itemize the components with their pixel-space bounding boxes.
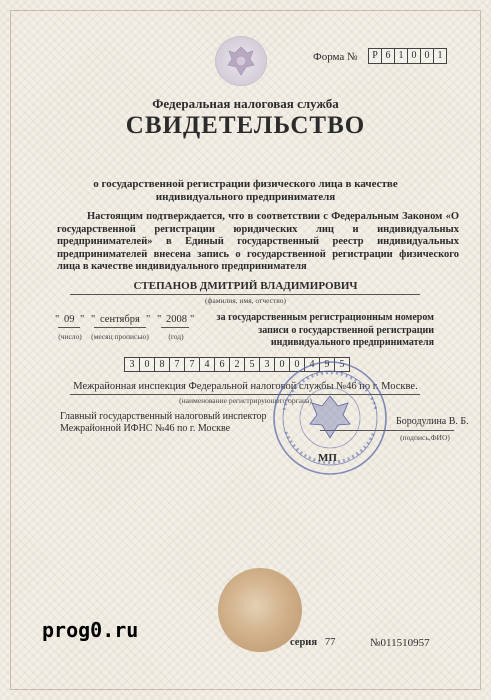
form-code-cell: 6: [381, 48, 394, 64]
quote-mark: ": [55, 314, 60, 325]
official-title: [60, 411, 267, 435]
ogrnip-digit: 5: [244, 357, 259, 372]
reg-text-line: за государственным регистрационным номером: [216, 312, 434, 323]
registration-day: 09: [64, 314, 75, 325]
ogrnip-digit: 0: [274, 357, 289, 372]
day-caption: (число): [58, 332, 82, 341]
name-caption: (фамилия, имя, отчество): [205, 296, 286, 305]
ogrnip-digit: 7: [169, 357, 184, 372]
registration-month: сентября: [100, 314, 140, 325]
registration-year: 2008: [166, 314, 187, 325]
form-code-cell: 1: [433, 48, 447, 64]
ogrnip-digit: 3: [124, 357, 139, 372]
ogrnip-digit: 2: [229, 357, 244, 372]
quote-mark: ": [80, 314, 85, 325]
seal-mark: МП: [318, 452, 337, 464]
month-caption: (месяц прописью): [91, 332, 149, 341]
subtitle-line: о государственной регистрации физического лица в качестве: [93, 178, 398, 190]
quote-mark: ": [91, 314, 96, 325]
ogrnip-digit: 7: [184, 357, 199, 372]
form-code-boxes: [368, 48, 447, 64]
reg-text-line: записи о государственной регистрации: [258, 324, 434, 336]
form-code-cell: Р: [368, 48, 381, 64]
ogrnip-digit: 5: [334, 357, 350, 372]
subtitle-line: индивидуального предпринимателя: [155, 191, 336, 203]
series-value: 77: [324, 637, 336, 648]
ogrnip-digit: 8: [154, 357, 169, 372]
quote-mark: ": [146, 314, 151, 325]
year-caption: (год): [168, 332, 184, 341]
quote-mark: ": [157, 314, 162, 325]
reg-text-line: индивидуального предпринимателя: [270, 337, 434, 348]
person-name: СТЕПАНОВ ДМИТРИЙ ВЛАДИМИРОВИЧ: [133, 280, 358, 292]
agency-name: Федеральная налоговая служба: [152, 96, 339, 111]
form-code-cell: 0: [420, 48, 433, 64]
form-code-cell: 1: [394, 48, 407, 64]
ogrnip-digit: 3: [259, 357, 274, 372]
form-code-cell: 0: [407, 48, 420, 64]
ogrnip-digit: 4: [304, 357, 319, 372]
series-label: серия: [290, 637, 318, 648]
form-label: Форма №: [313, 51, 358, 63]
confirmation-text: Настоящим подтверждается, что в соответствии с Федеральным Законом «О государственной регистрации юридических лиц и индивидуальных предпринимателей» в Единый государственный реестр индивидуальных предпринимателей внесена запись о государственной регистрации физического лица в качестве индивидуального предпринимателя: [57, 211, 459, 273]
ogrnip-digit: 0: [139, 357, 154, 372]
registration-number-text: [214, 312, 434, 350]
day-underline: [58, 327, 80, 328]
signature-caption: (подпись,ФИО): [400, 433, 450, 442]
ogrnip-digit: 6: [214, 357, 229, 372]
month-underline: [94, 327, 146, 328]
official-title-line: Главный государственный налоговый инспектор: [60, 411, 267, 422]
quote-mark: ": [190, 314, 195, 325]
official-title-line: Межрайонной ИФНС №46 по г. Москве: [60, 423, 231, 434]
authority-caption: (наименование регистрирующего органа): [179, 396, 312, 405]
certificate-number: №011510957: [370, 637, 430, 649]
authority-name: Межрайонная инспекция Федеральной налоговой службы №46 по г. Москве.: [73, 381, 418, 392]
ogrnip-digit: 9: [319, 357, 334, 372]
year-underline: [161, 327, 189, 328]
document-title: СВИДЕТЕЛЬСТВО: [125, 112, 366, 139]
document-subtitle: [60, 178, 431, 204]
name-underline: [70, 294, 420, 295]
series-block: [290, 637, 335, 648]
watermark-logo: prog0.ru: [42, 618, 139, 642]
emblem-icon: [215, 36, 267, 86]
ogrnip-digit: 4: [199, 357, 214, 372]
signer-name: Бородулина В. Б.: [396, 416, 469, 427]
ogrnip-digit: 0: [289, 357, 304, 372]
